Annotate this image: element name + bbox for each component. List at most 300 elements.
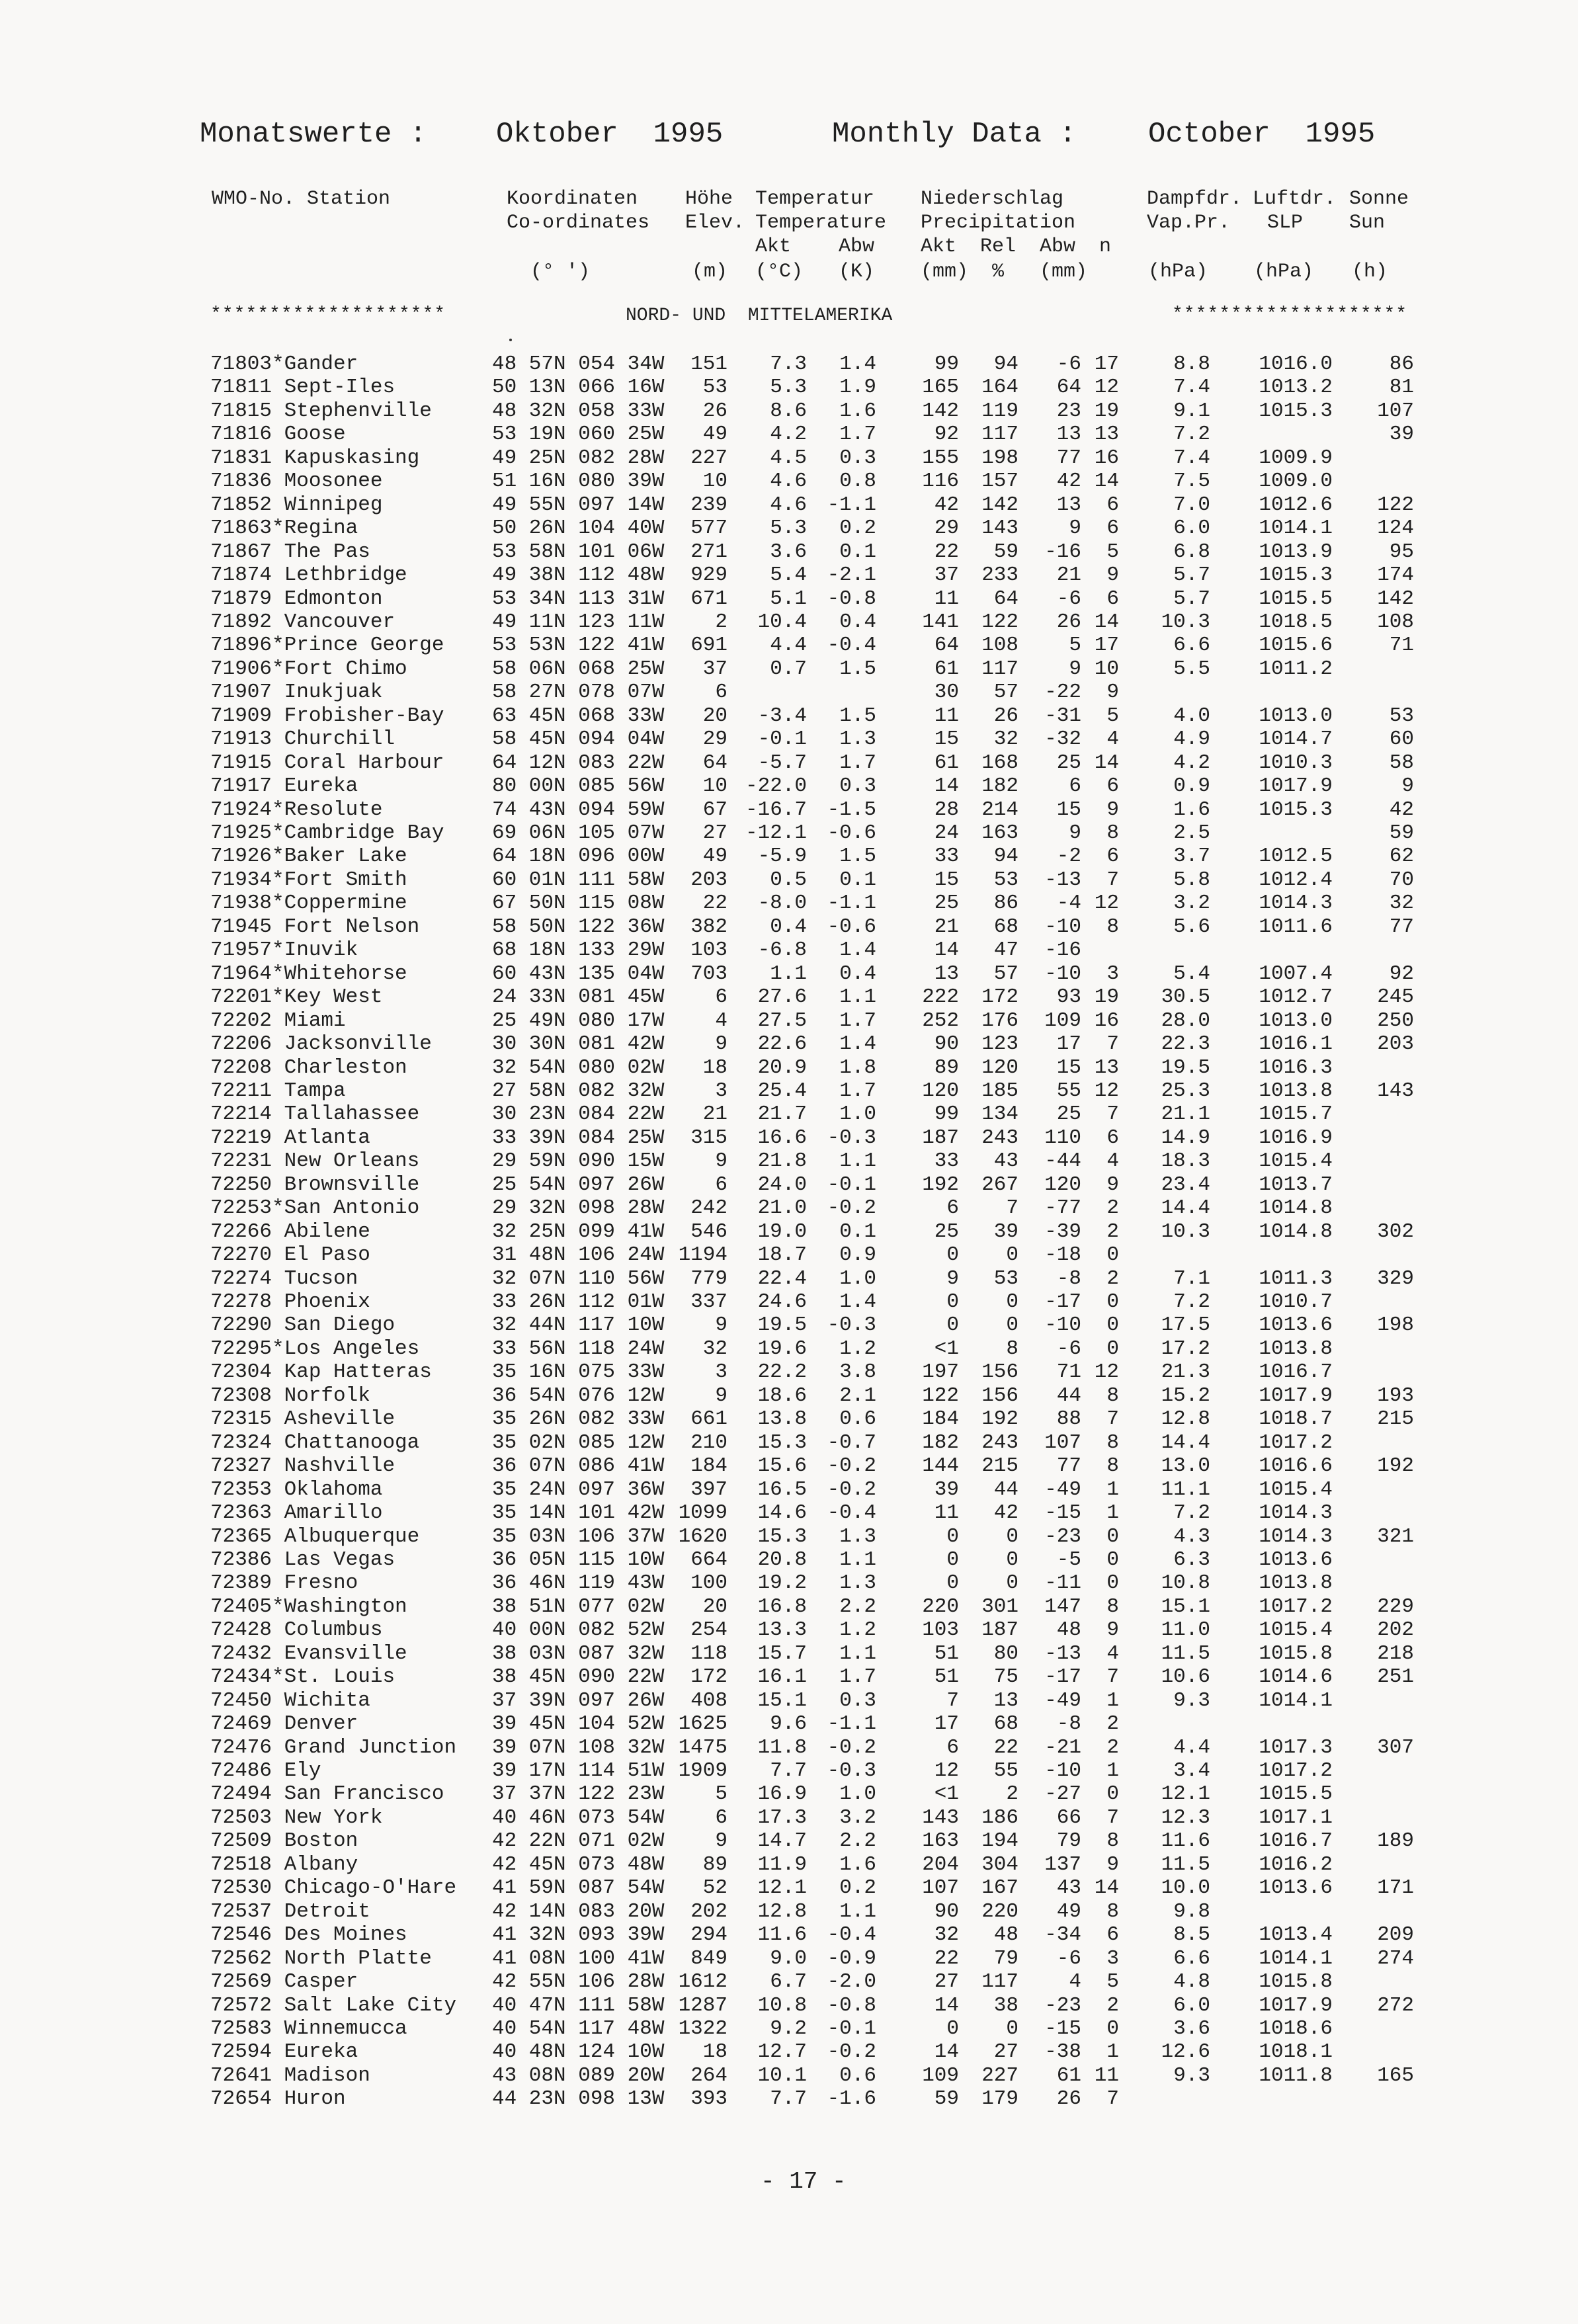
prec-n-cell: 0 [1106,1337,1119,1360]
station-cell: 71896*Prince George [210,634,444,657]
coordinates-cell: 53 58N 101 06W [492,540,665,563]
elevation-cell: 151 [690,353,727,376]
station-cell: 72353 Oklahoma [210,1478,383,1501]
coordinates-cell: 32 44N 117 10W [492,1313,665,1337]
prec-abw-cell: 4 [1069,1970,1081,1993]
slp-cell: 1013.7 [1259,1173,1333,1196]
table-row [0,962,1578,986]
table-row [0,1360,1578,1384]
temp-abw-cell: 0.6 [839,2064,876,2087]
elevation-cell: 546 [690,1220,727,1243]
prec-n-cell: 2 [1106,1267,1119,1290]
station-cell: 72654 Huron [210,2087,346,2110]
temp-abw-cell: -0.8 [827,587,876,610]
temp-akt-cell: 5.3 [770,517,807,540]
temp-abw-cell: 0.6 [839,1407,876,1431]
prec-n-cell: 7 [1106,1806,1119,1829]
temp-abw-cell: 2.1 [839,1384,876,1407]
slp-cell: 1013.4 [1259,1923,1333,1946]
vappr-cell: 15.2 [1161,1384,1210,1407]
table-row [0,1384,1578,1408]
table-row [0,446,1578,470]
prec-rel-cell: 194 [981,1829,1018,1852]
elevation-cell: 3 [715,1079,727,1102]
table-row [0,1595,1578,1619]
prec-n-cell: 9 [1106,798,1119,821]
sun-cell: 193 [1377,1384,1414,1407]
prec-akt-cell: 15 [934,868,959,892]
slp-cell: 1016.3 [1259,1056,1333,1079]
slp-cell: 1017.3 [1259,1736,1333,1759]
vappr-cell: 6.6 [1173,1947,1210,1970]
prec-abw-cell: 137 [1044,1853,1081,1876]
elevation-cell: 671 [690,587,727,610]
sun-cell: 307 [1377,1736,1414,1759]
prec-rel-cell: 0 [1006,1290,1018,1313]
prec-abw-cell: -22 [1044,681,1081,704]
slp-cell: 1011.3 [1259,1267,1333,1290]
station-cell: 72518 Albany [210,1853,358,1876]
temp-abw-cell: 1.1 [839,1642,876,1665]
prec-rel-cell: 108 [981,634,1018,657]
temp-abw-cell: -0.3 [827,1126,876,1149]
coordinates-cell: 27 58N 082 32W [492,1079,665,1102]
elevation-cell: 37 [702,657,727,681]
temp-akt-cell: 7.7 [770,2087,807,2110]
header-wmo: WMO-No. Station [212,188,391,210]
prec-akt-cell: 7 [946,1689,959,1712]
table-row [0,1712,1578,1736]
station-cell: 72509 Boston [210,1829,358,1852]
temp-akt-cell: 22.4 [757,1267,807,1290]
elevation-cell: 9 [715,1313,727,1337]
slp-cell: 1018.6 [1259,2017,1333,2040]
slp-cell: 1016.9 [1259,1126,1333,1149]
prec-rel-cell: 0 [1006,1243,1018,1266]
elevation-cell: 1620 [678,1525,727,1548]
sun-cell: 107 [1377,399,1414,423]
station-cell: 72250 Brownsville [210,1173,420,1196]
prec-abw-cell: 55 [1056,1079,1081,1102]
prec-n-cell: 19 [1094,399,1119,423]
prec-akt-cell: 61 [934,657,959,681]
temp-abw-cell: 1.4 [839,938,876,962]
temp-abw-cell: -2.1 [827,563,876,587]
sun-cell: 272 [1377,1994,1414,2017]
table-row [0,1407,1578,1431]
vappr-cell: 22.3 [1161,1032,1210,1056]
station-cell: 72583 Winnemucca [210,2017,407,2040]
table-row [0,1736,1578,1760]
prec-abw-cell: -6 [1056,587,1081,610]
prec-n-cell: 2 [1106,1994,1119,2017]
vappr-cell: 9.3 [1173,1689,1210,1712]
prec-n-cell: 16 [1094,1009,1119,1032]
prec-rel-cell: 44 [993,1478,1018,1501]
temp-abw-cell: 1.2 [839,1618,876,1641]
elevation-cell: 172 [690,1665,727,1688]
vappr-cell: 30.5 [1161,985,1210,1009]
station-cell: 72208 Charleston [210,1056,407,1079]
temp-abw-cell: 1.7 [839,423,876,446]
slp-cell: 1014.1 [1259,517,1333,540]
temp-akt-cell: 18.6 [757,1384,807,1407]
prec-rel-cell: 64 [993,587,1018,610]
slp-cell: 1012.5 [1259,845,1333,868]
prec-abw-cell: -15 [1044,1501,1081,1524]
prec-abw-cell: 15 [1056,798,1081,821]
elevation-cell: 393 [690,2087,727,2110]
vappr-cell: 5.5 [1173,657,1210,681]
temp-akt-cell: 10.1 [757,2064,807,2087]
header-slp: SLP [1267,212,1304,234]
sun-cell: 329 [1377,1267,1414,1290]
station-cell: 72324 Chattanooga [210,1431,420,1454]
prec-n-cell: 12 [1094,1360,1119,1384]
header-temp-akt: Akt [755,235,792,258]
temp-abw-cell: 0.1 [839,868,876,892]
sun-cell: 62 [1389,845,1414,868]
temp-abw-cell: -0.1 [827,2017,876,2040]
temp-akt-cell: 17.3 [757,1806,807,1829]
sun-cell: 251 [1377,1665,1414,1688]
temp-abw-cell: 0.4 [839,962,876,985]
prec-rel-cell: 53 [993,1267,1018,1290]
prec-abw-cell: 93 [1056,985,1081,1009]
table-row [0,1642,1578,1666]
prec-abw-cell: -16 [1044,540,1081,563]
temp-akt-cell: 19.5 [757,1313,807,1337]
slp-cell: 1012.7 [1259,985,1333,1009]
station-cell: 71913 Churchill [210,727,395,751]
elevation-cell: 2 [715,610,727,634]
prec-akt-cell: 252 [922,1009,959,1032]
prec-n-cell: 4 [1106,1642,1119,1665]
prec-n-cell: 12 [1094,892,1119,915]
vappr-cell: 5.6 [1173,915,1210,938]
slp-cell: 1015.3 [1259,563,1333,587]
coordinates-cell: 35 02N 085 12W [492,1431,665,1454]
slp-cell: 1015.5 [1259,1782,1333,1805]
table-row [0,938,1578,962]
header-unit-h: (h) [1352,261,1388,283]
prec-rel-cell: 0 [1006,1313,1018,1337]
vappr-cell: 5.8 [1173,868,1210,892]
prec-abw-cell: -15 [1044,2017,1081,2040]
vappr-cell: 5.7 [1173,563,1210,587]
temp-abw-cell: -1.5 [827,798,876,821]
temp-abw-cell: 1.9 [839,376,876,399]
prec-n-cell: 8 [1106,1829,1119,1852]
station-cell: 72202 Miami [210,1009,346,1032]
station-cell: 71909 Frobisher-Bay [210,704,444,727]
header-unit-k: (K) [839,261,875,283]
elevation-cell: 10 [702,470,727,493]
prec-akt-cell: 92 [934,423,959,446]
prec-akt-cell: 64 [934,634,959,657]
coordinates-cell: 49 11N 123 11W [492,610,665,634]
prec-n-cell: 1 [1106,1759,1119,1782]
temp-abw-cell: 3.2 [839,1806,876,1829]
prec-n-cell: 7 [1106,2087,1119,2110]
prec-rel-cell: 142 [981,493,1018,517]
prec-akt-cell: 107 [922,1876,959,1899]
slp-cell: 1015.4 [1259,1478,1333,1501]
temp-akt-cell: 20.9 [757,1056,807,1079]
header-dampfdr: Dampfdr. [1147,188,1243,210]
coordinates-cell: 43 08N 089 20W [492,2064,665,2087]
prec-rel-cell: 27 [993,2040,1018,2063]
slp-cell: 1011.6 [1259,915,1333,938]
prec-rel-cell: 0 [1006,1525,1018,1548]
station-cell: 72537 Detroit [210,1900,370,1923]
slp-cell: 1009.0 [1259,470,1333,493]
station-cell: 71892 Vancouver [210,610,395,634]
coordinates-cell: 39 45N 104 52W [492,1712,665,1735]
header-coordinates: Co-ordinates [507,212,650,234]
coordinates-cell: 42 14N 083 20W [492,1900,665,1923]
slp-cell: 1017.1 [1259,1806,1333,1829]
temp-abw-cell: 1.7 [839,1665,876,1688]
elevation-cell: 6 [715,1173,727,1196]
prec-rel-cell: 75 [993,1665,1018,1688]
vappr-cell: 9.8 [1173,1900,1210,1923]
temp-abw-cell: 1.4 [839,1032,876,1056]
coordinates-cell: 33 26N 112 01W [492,1290,665,1313]
prec-abw-cell: -13 [1044,868,1081,892]
prec-akt-cell: <1 [934,1337,959,1360]
slp-cell: 1011.8 [1259,2064,1333,2087]
prec-akt-cell: 29 [934,517,959,540]
prec-akt-cell: 51 [934,1642,959,1665]
prec-n-cell: 0 [1106,1571,1119,1595]
prec-rel-cell: 47 [993,938,1018,962]
header-unit-coord: (° ') [530,261,591,283]
sun-cell: 53 [1389,704,1414,727]
prec-abw-cell: -49 [1044,1478,1081,1501]
prec-n-cell: 8 [1106,1454,1119,1477]
station-cell: 72365 Albuquerque [210,1525,420,1548]
temp-akt-cell: 10.8 [757,1994,807,2017]
prec-n-cell: 2 [1106,1712,1119,1735]
table-row [0,727,1578,751]
table-row [0,1267,1578,1291]
temp-abw-cell: -0.2 [827,1196,876,1220]
coordinates-cell: 69 06N 105 07W [492,821,665,845]
prec-rel-cell: 220 [981,1900,1018,1923]
prec-abw-cell: -8 [1056,1267,1081,1290]
slp-cell: 1016.1 [1259,1032,1333,1056]
prec-rel-cell: 0 [1006,1571,1018,1595]
table-row [0,2040,1578,2064]
station-cell: 71906*Fort Chimo [210,657,407,681]
station-cell: 72386 Las Vegas [210,1548,395,1571]
prec-rel-cell: 123 [981,1032,1018,1056]
station-cell: 72327 Nashville [210,1454,395,1477]
prec-abw-cell: 9 [1069,657,1081,681]
coordinates-cell: 32 07N 110 56W [492,1267,665,1290]
sun-cell: 58 [1389,751,1414,774]
header-unit-pct: % [992,261,1005,283]
prec-rel-cell: 164 [981,376,1018,399]
prec-n-cell: 2 [1106,1736,1119,1759]
prec-rel-cell: 94 [993,353,1018,376]
prec-rel-cell: 172 [981,985,1018,1009]
prec-rel-cell: 156 [981,1360,1018,1384]
prec-akt-cell: 220 [922,1595,959,1618]
elevation-cell: 26 [702,399,727,423]
coordinates-cell: 48 57N 054 34W [492,353,665,376]
temp-akt-cell: 3.6 [770,540,807,563]
vappr-cell: 4.8 [1173,1970,1210,1993]
slp-cell: 1012.4 [1259,868,1333,892]
prec-akt-cell: 144 [922,1454,959,1477]
sun-cell: 60 [1389,727,1414,751]
temp-abw-cell: -0.2 [827,1478,876,1501]
temp-abw-cell: -0.4 [827,1501,876,1524]
sun-cell: 32 [1389,892,1414,915]
prec-n-cell: 11 [1094,2064,1119,2087]
coordinates-cell: 29 32N 098 28W [492,1196,665,1220]
elevation-cell: 1287 [678,1994,727,2017]
prec-rel-cell: 8 [1006,1337,1018,1360]
slp-cell: 1014.3 [1259,1525,1333,1548]
slp-cell: 1014.1 [1259,1947,1333,1970]
prec-n-cell: 5 [1106,540,1119,563]
coordinates-cell: 67 50N 115 08W [492,892,665,915]
elevation-cell: 9 [715,1829,727,1852]
prec-akt-cell: 141 [922,610,959,634]
page-number: - 17 - [761,2168,847,2195]
station-cell: 71934*Fort Smith [210,868,407,892]
station-cell: 71957*Inuvik [210,938,358,962]
temp-abw-cell: -0.7 [827,1431,876,1454]
slp-cell: 1015.4 [1259,1149,1333,1173]
temp-abw-cell: 1.5 [839,657,876,681]
temp-akt-cell: 4.2 [770,423,807,446]
vappr-cell: 6.0 [1173,1994,1210,2017]
elevation-cell: 184 [690,1454,727,1477]
temp-akt-cell: 21.7 [757,1102,807,1126]
vappr-cell: 13.0 [1161,1454,1210,1477]
prec-rel-cell: 167 [981,1876,1018,1899]
coordinates-cell: 42 45N 073 48W [492,1853,665,1876]
prec-akt-cell: 103 [922,1618,959,1641]
elevation-cell: 49 [702,845,727,868]
prec-n-cell: 1 [1106,1501,1119,1524]
prec-rel-cell: 26 [993,704,1018,727]
section-stars-left: ******************** [210,304,446,325]
slp-cell: 1014.7 [1259,727,1333,751]
temp-abw-cell: 1.1 [839,1149,876,1173]
slp-cell: 1012.6 [1259,493,1333,517]
title-de-label: Monatswerte : [200,118,427,151]
slp-cell: 1013.0 [1259,704,1333,727]
prec-akt-cell: 99 [934,1102,959,1126]
table-row [0,2087,1578,2111]
sun-cell: 124 [1377,517,1414,540]
sun-cell: 143 [1377,1079,1414,1102]
section-stars-right: ******************** [1172,304,1408,325]
temp-akt-cell: 13.3 [757,1618,807,1641]
temp-akt-cell: 4.6 [770,493,807,517]
station-cell: 72270 El Paso [210,1243,370,1266]
prec-akt-cell: 204 [922,1853,959,1876]
prec-n-cell: 2 [1106,1196,1119,1220]
elevation-cell: 52 [702,1876,727,1899]
prec-rel-cell: 55 [993,1759,1018,1782]
prec-n-cell: 12 [1094,376,1119,399]
prec-akt-cell: 39 [934,1478,959,1501]
vappr-cell: 9.1 [1173,399,1210,423]
temp-akt-cell: 19.0 [757,1220,807,1243]
prec-rel-cell: 185 [981,1079,1018,1102]
temp-akt-cell: 12.8 [757,1900,807,1923]
prec-n-cell: 5 [1106,1970,1119,1993]
temp-abw-cell: -0.2 [827,2040,876,2063]
coordinates-cell: 25 54N 097 26W [492,1173,665,1196]
station-cell: 72315 Asheville [210,1407,395,1431]
table-row [0,1994,1578,2018]
prec-rel-cell: 157 [981,470,1018,493]
vappr-cell: 1.6 [1173,798,1210,821]
prec-akt-cell: 14 [934,1994,959,2017]
station-cell: 71924*Resolute [210,798,383,821]
temp-akt-cell: 1.1 [770,962,807,985]
prec-n-cell: 0 [1106,2017,1119,2040]
prec-akt-cell: 163 [922,1829,959,1852]
temp-akt-cell: 0.4 [770,915,807,938]
vappr-cell: 19.5 [1161,1056,1210,1079]
prec-abw-cell: -10 [1044,1759,1081,1782]
prec-akt-cell: 61 [934,751,959,774]
temp-abw-cell: -0.4 [827,634,876,657]
sun-cell: 274 [1377,1947,1414,1970]
sun-cell: 218 [1377,1642,1414,1665]
prec-abw-cell: -39 [1044,1220,1081,1243]
vappr-cell: 10.3 [1161,610,1210,634]
prec-akt-cell: 192 [922,1173,959,1196]
table-row [0,1079,1578,1103]
title-en-label: Monthly Data : [832,118,1077,151]
station-cell: 71915 Coral Harbour [210,751,444,774]
table-row [0,1478,1578,1502]
slp-cell: 1013.6 [1259,1313,1333,1337]
slp-cell: 1014.6 [1259,1665,1333,1688]
table-row [0,868,1578,892]
station-cell: 71815 Stephenville [210,399,432,423]
prec-abw-cell: -6 [1056,1947,1081,1970]
temp-abw-cell: -0.1 [827,1173,876,1196]
elevation-cell: 22 [702,892,727,915]
temp-akt-cell: 12.1 [757,1876,807,1899]
temp-akt-cell: -22.0 [745,774,807,798]
header-luftdr: Luftdr. [1253,188,1337,210]
slp-cell: 1013.0 [1259,1009,1333,1032]
prec-akt-cell: 143 [922,1806,959,1829]
vappr-cell: 9.3 [1173,2064,1210,2087]
temp-abw-cell: -0.6 [827,821,876,845]
vappr-cell: 7.1 [1173,1267,1210,1290]
temp-akt-cell: 15.7 [757,1642,807,1665]
temp-abw-cell: 0.1 [839,1220,876,1243]
station-cell: 72546 Des Moines [210,1923,407,1946]
prec-akt-cell: 12 [934,1759,959,1782]
station-cell: 71926*Baker Lake [210,845,407,868]
temp-akt-cell: 5.4 [770,563,807,587]
prec-rel-cell: 117 [981,423,1018,446]
prec-n-cell: 19 [1094,985,1119,1009]
